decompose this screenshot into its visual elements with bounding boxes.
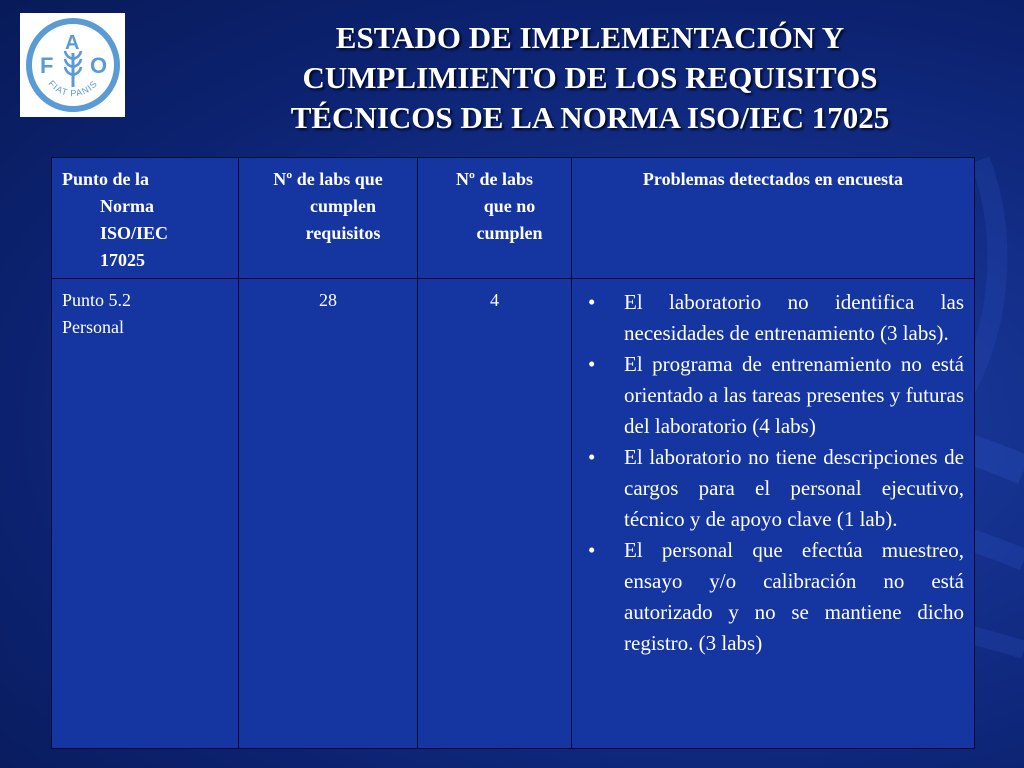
cell-punto-line-2: Personal <box>62 317 124 337</box>
header-punto <box>52 158 239 279</box>
header-punto-line-4: 17025 <box>100 250 145 270</box>
header-cumplen <box>239 158 418 279</box>
problem-text: El laboratorio no identifica las necesidades de entrenamiento (3 labs). <box>624 290 964 345</box>
cell-punto-line-1: Punto 5.2 <box>62 290 132 310</box>
header-punto-line-3: ISO/IEC <box>100 223 169 243</box>
header-cumplen-line-2: cumplen <box>309 196 376 216</box>
problem-text: El programa de entrenamiento no está orientado a las tareas presentes y futuras del laboratorio (4 labs) <box>624 352 964 438</box>
cell-cumplen: 28 <box>239 279 418 749</box>
header-problemas: Problemas detectados en encuesta <box>572 158 975 279</box>
problem-text: El laboratorio no tiene descripciones de cargos para el personal ejecutivo, técnico y de apoyo clave (1 lab). <box>624 445 964 531</box>
header-no-cumplen-line-1: Nº de labs <box>456 169 533 189</box>
bullet-icon: • <box>588 352 596 376</box>
header-cumplen-line-1: Nº de labs que <box>273 169 383 189</box>
header-cumplen-line-3: requisitos <box>305 223 381 243</box>
logo-letter-f: F <box>39 53 53 78</box>
requirements-table <box>51 157 975 749</box>
list-item <box>582 535 964 659</box>
logo-letter-o: O <box>89 53 107 78</box>
fao-emblem-icon <box>23 15 123 115</box>
header-no-cumplen-line-3: cumplen <box>476 223 543 243</box>
cell-problemas <box>572 279 975 749</box>
logo-letter-a: A <box>64 32 79 54</box>
slide-title <box>160 18 1020 138</box>
cell-punto <box>52 279 239 749</box>
header-punto-line-1: Punto de la <box>62 169 150 189</box>
logo-motto: FIAT PANIS <box>45 78 100 99</box>
cell-no-cumplen: 4 <box>418 279 572 749</box>
title-line-3: TÉCNICOS DE LA NORMA ISO/IEC 17025 <box>290 100 890 135</box>
list-item <box>582 442 964 535</box>
header-no-cumplen <box>418 158 572 279</box>
table-row <box>52 279 975 749</box>
list-item <box>582 287 964 349</box>
bullet-icon: • <box>588 290 596 314</box>
fao-logo <box>20 13 125 117</box>
problem-text: El personal que efectúa muestreo, ensayo y/o calibración no está autorizado y no se mantiene dicho registro. (3 labs) <box>624 538 964 655</box>
title-line-1: ESTADO DE IMPLEMENTACIÓN Y <box>335 20 845 55</box>
bullet-icon: • <box>588 445 596 469</box>
title-line-2: CUMPLIMIENTO DE LOS REQUISITOS <box>302 60 878 95</box>
header-punto-line-2: Norma <box>100 196 154 216</box>
problems-list <box>582 287 964 659</box>
list-item <box>582 349 964 442</box>
bullet-icon: • <box>588 538 596 562</box>
table-header-row <box>52 158 975 279</box>
header-no-cumplen-line-2: que no <box>483 196 536 216</box>
